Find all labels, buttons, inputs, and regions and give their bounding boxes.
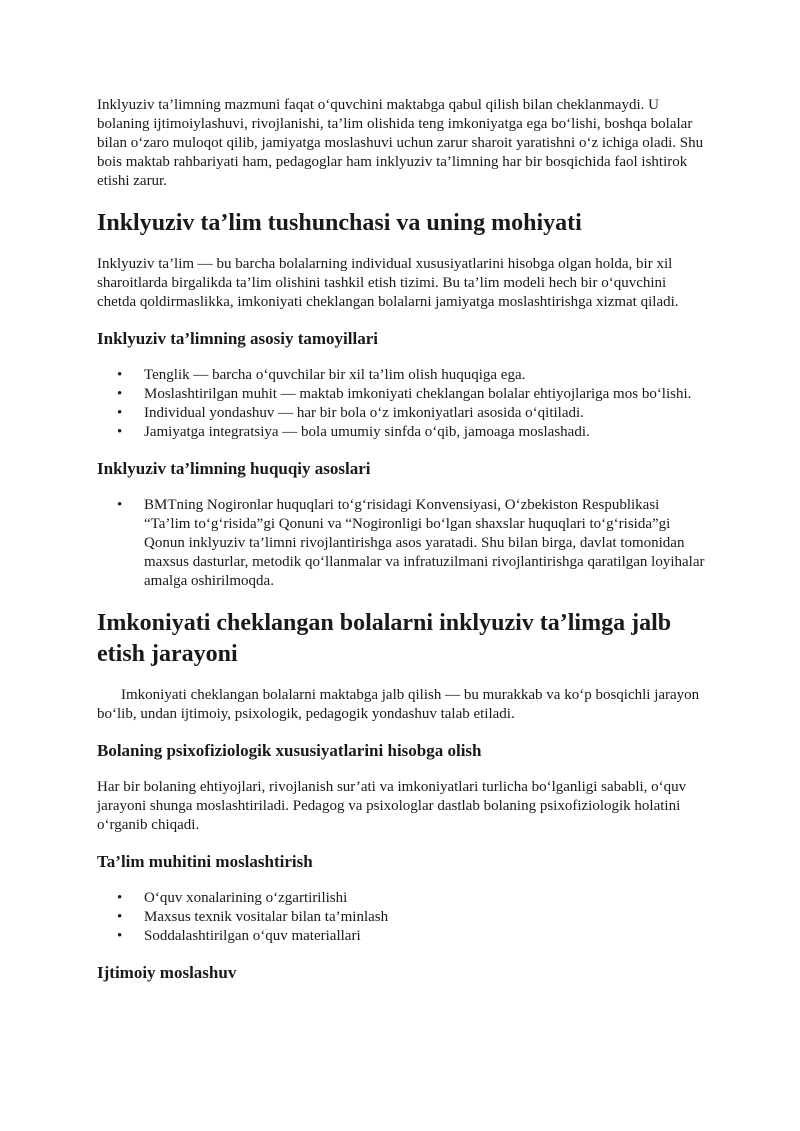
section-heading-concept: Inklyuziv ta’lim tushunchasi va uning mohiyati [97, 210, 582, 236]
subheading-principles: Inklyuziv ta’limning asosiy tamoyillari [97, 329, 378, 348]
environment-list [97, 889, 707, 946]
bullet-icon: • [117, 928, 123, 944]
bullet-icon: • [117, 424, 123, 440]
involvement-paragraph: Imkoniyati cheklangan bolalarni maktabga jalb qilish — bu murakkab va ko‘p bosqichli jarayon bo‘lib, undan ijtimoiy, psixologik, pedagogik yondashuv talab etiladi. [97, 687, 700, 722]
bullet-icon: • [117, 890, 123, 906]
list-item: • Individual yondashuv — har bir bola o‘z imkoniyatlari asosida o‘qitiladi. [117, 405, 584, 421]
psychophysiology-paragraph: Har bir bolaning ehtiyojlari, rivojlanish sur’ati va imkoniyatlari turlicha bo‘lganligi sababli, o‘quv jarayoni shunga moslashtiriladi. Pedagog va psixologlar dastlab bolaning psixofiziologik holatini o‘rganib chiqadi. [97, 779, 687, 833]
subheading-legal-basis: Inklyuziv ta’limning huquqiy asoslari [97, 459, 371, 478]
document-page [97, 96, 707, 984]
concept-paragraph: Inklyuziv ta’lim — bu barcha bolalarning individual xususiyatlarini hisobga olgan holda, bir xil sharoitlarda birgalikda ta’lim olishini tashkil etish tizimi. Bu ta’lim modeli hech bir o‘quvchini chetda qoldirmaslikka, imkoniyati cheklangan bolalarni jamiyatga moslashtirishga xizmat qiladi. [97, 256, 679, 310]
bullet-icon: • [117, 909, 123, 925]
list-item: • Jamiyatga integratsiya — bola umumiy sinfda o‘qib, jamoaga moslashadi. [117, 424, 590, 440]
list-item: • BMTning Nogironlar huquqlari to‘g‘risidagi Konvensiyasi, O‘zbekiston Respublikasi “Ta’lim to‘g‘risida”gi Qonuni va “Nogironligi bo‘lgan shaxslar huquqlari to‘g‘risida”gi Qonun inklyuziv ta’limni rivojlantirishga asos yaratadi. Shu bilan birga, davlat tomonidan maxsus dasturlar, metodik qo‘llanmalar va infratuzilmani rivojlantirishga qaratilgan loyihalar amalga oshirilmoqda. [117, 497, 705, 589]
list-item: • Maxsus texnik vositalar bilan ta’minlash [117, 909, 389, 925]
list-item: • O‘quv xonalarining o‘zgartirilishi [117, 890, 348, 906]
list-item: • Moslashtirilgan muhit — maktab imkoniyati cheklangan bolalar ehtiyojlariga mos bo‘lishi. [117, 386, 692, 402]
list-item: • Tenglik — barcha o‘quvchilar bir xil ta’lim olish huquqiga ega. [117, 367, 526, 383]
list-item: • Soddalashtirilgan o‘quv materiallari [117, 928, 361, 944]
principles-list [97, 366, 707, 442]
subheading-social-adaptation: Ijtimoiy moslashuv [97, 963, 237, 982]
section-heading-involvement: Imkoniyati cheklangan bolalarni inklyuziv ta’limga jalb etish jarayoni [97, 610, 672, 667]
subheading-psychophysiology: Bolaning psixofiziologik xususiyatlarini hisobga olish [97, 741, 482, 760]
subheading-environment: Ta’lim muhitini moslashtirish [97, 852, 313, 871]
bullet-icon: • [117, 497, 123, 513]
legal-basis-list [97, 496, 707, 591]
bullet-icon: • [117, 405, 123, 421]
bullet-icon: • [117, 386, 123, 402]
bullet-icon: • [117, 367, 123, 383]
intro-paragraph: Inklyuziv ta’limning mazmuni faqat o‘quvchini maktabga qabul qilish bilan cheklanmaydi. U bolaning ijtimoiylashuvi, rivojlanishi, ta’lim olishida teng imkoniyatga ega bo‘lishi, boshqa bolalar bilan o‘zaro muloqot qilib, jamiyatga moslashuvi uchun zarur sharoit yaratishni o‘z ichiga oladi. Shu bois maktab rahbariyati ham, pedagoglar ham inklyuziv ta’limning har bir bosqichida faol ishtirok etishi zarur. [97, 97, 704, 189]
